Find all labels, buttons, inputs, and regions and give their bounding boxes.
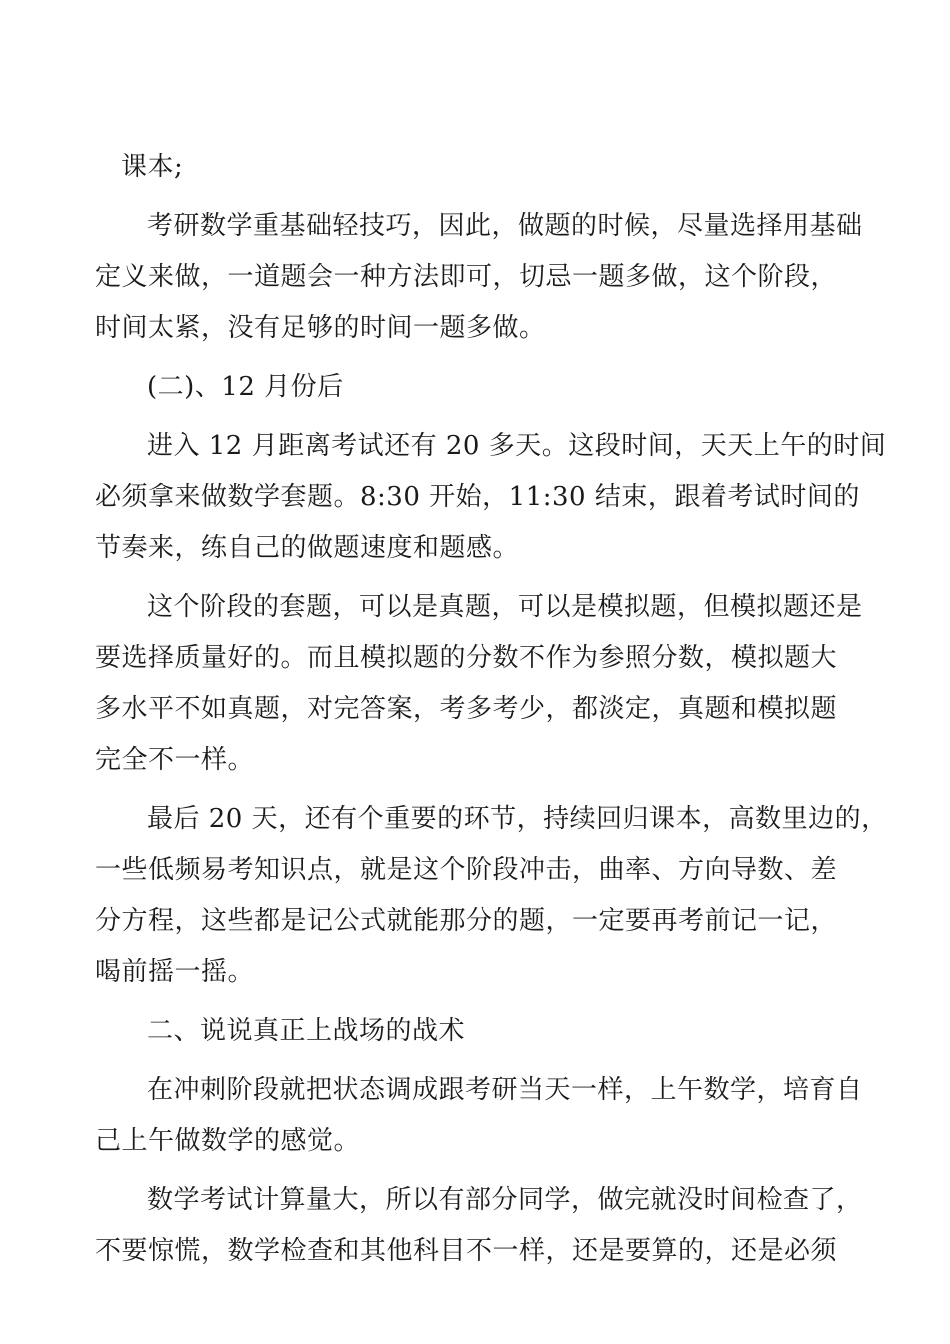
paragraph-line: 课本; bbox=[121, 152, 184, 182]
paragraph-9 bbox=[95, 1175, 863, 1277]
paragraph-line: 考研数学重基础轻技巧，因此，做题的时候，尽量选择用基础 bbox=[147, 211, 863, 241]
paragraph-line: 时间太紧，没有足够的时间一题多做。 bbox=[95, 313, 546, 343]
paragraph-5 bbox=[95, 582, 863, 786]
paragraph-line: 最后 20 天，还有个重要的环节，持续回归课本，高数里边的， bbox=[147, 804, 888, 834]
paragraph-line: 不要惊慌，数学检查和其他科目不一样，还是要算的，还是必须 bbox=[95, 1236, 838, 1266]
paragraph-line: 节奏来，练自己的做题速度和题感。 bbox=[95, 533, 520, 563]
paragraph-line: 必须拿来做数学套题。8:30 开始，11:30 结束，跟着考试时间的 bbox=[95, 482, 860, 512]
paragraph-line: 喝前摇一摇。 bbox=[95, 957, 255, 987]
paragraph-1 bbox=[121, 142, 833, 193]
paragraph-line: 要选择质量好的。而且模拟题的分数不作为参照分数，模拟题大 bbox=[95, 643, 838, 673]
paragraph-line: 定义来做，一道题会一种方法即可，切忌一题多做，这个阶段， bbox=[95, 262, 838, 292]
section-heading-december bbox=[121, 362, 833, 413]
paragraph-line: 一些低频易考知识点，就是这个阶段冲击，曲率、方向导数、差 bbox=[95, 855, 838, 885]
paragraph-line: 己上午做数学的感觉。 bbox=[95, 1126, 361, 1156]
paragraph-line: 数学考试计算量大，所以有部分同学，做完就没时间检查了， bbox=[147, 1185, 863, 1215]
paragraph-4 bbox=[95, 421, 887, 574]
section-heading-tactics bbox=[121, 1006, 833, 1057]
paragraph-2 bbox=[95, 201, 863, 354]
paragraph-line: 这个阶段的套题，可以是真题，可以是模拟题，但模拟题还是 bbox=[147, 592, 863, 622]
paragraph-line: (二)、12 月份后 bbox=[147, 372, 344, 402]
paragraph-line: 二、说说真正上战场的战术 bbox=[147, 1016, 466, 1046]
paragraph-line: 在冲刺阶段就把状态调成跟考研当天一样，上午数学，培育自 bbox=[147, 1075, 863, 1105]
paragraph-line: 完全不一样。 bbox=[95, 745, 255, 775]
paragraph-line: 进入 12 月距离考试还有 20 多天。这段时间，天天上午的时间 bbox=[147, 431, 887, 461]
paragraph-line: 多水平不如真题，对完答案，考多考少，都淡定，真题和模拟题 bbox=[95, 694, 838, 724]
paragraph-line: 分方程，这些都是记公式就能那分的题，一定要再考前记一记， bbox=[95, 906, 838, 936]
paragraph-6 bbox=[95, 794, 888, 998]
document-body bbox=[95, 142, 888, 1285]
paragraph-8 bbox=[95, 1065, 863, 1167]
